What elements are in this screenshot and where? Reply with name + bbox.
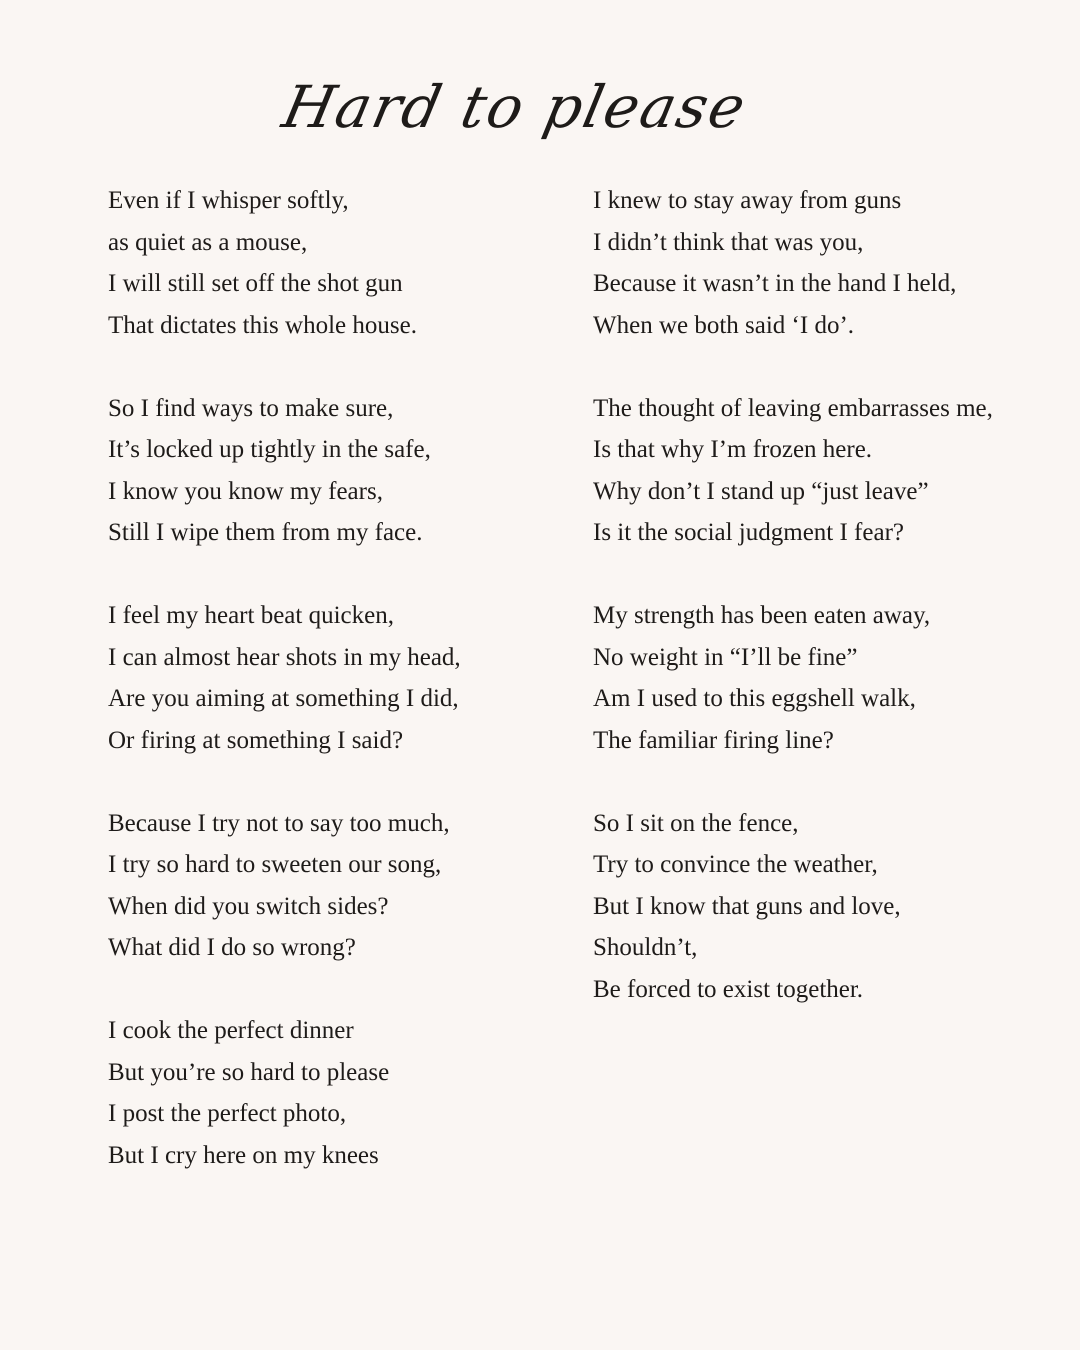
poem-line: Because it wasn’t in the hand I held, — [593, 270, 957, 297]
poem-line: I knew to stay away from guns — [593, 187, 902, 214]
stanza — [108, 595, 578, 761]
poem-line: I will still set off the shot gun — [108, 270, 403, 297]
poem-line: So I find ways to make sure, — [108, 394, 394, 422]
stanza — [593, 180, 1063, 346]
poem-line: It’s locked up tightly in the safe, — [108, 436, 431, 463]
poem-line: Be forced to exist together. — [593, 975, 864, 1003]
poem-line: So I sit on the fence, — [593, 809, 799, 837]
poem-line: But you’re so hard to please — [108, 1058, 390, 1086]
poem-line: The thought of leaving embarrasses me, — [593, 394, 993, 422]
stanza — [593, 388, 1063, 554]
poem-line: Still I wipe them from my face. — [108, 519, 423, 546]
poem-column-left — [108, 180, 578, 1218]
poem-line: I post the perfect photo, — [108, 1100, 347, 1127]
poem-line: I cook the perfect dinner — [108, 1017, 354, 1044]
stanza — [108, 1010, 578, 1176]
poem-line: Is it the social judgment I fear? — [593, 519, 904, 546]
poem-line: I try so hard to sweeten our song, — [108, 851, 442, 878]
poem-line: Or firing at something I said? — [108, 726, 404, 754]
poem-line: No weight in “I’ll be fine” — [593, 643, 858, 671]
poem-title: Hard to please — [276, 73, 754, 141]
poem-line: I feel my heart beat quicken, — [108, 602, 394, 629]
poem-line: Is that why I’m frozen here. — [593, 436, 873, 463]
poem-line: Why don’t I stand up “just leave” — [593, 477, 929, 505]
poem-line: Because I try not to say too much, — [108, 809, 450, 837]
stanza — [593, 595, 1063, 761]
poem-line: I know you know my fears, — [108, 477, 383, 505]
poem-line: Try to convince the weather, — [593, 851, 878, 878]
poem-line: Am I used to this eggshell walk, — [593, 685, 916, 712]
poem-line: Are you aiming at something I did, — [108, 685, 459, 712]
poem-line: Even if I whisper softly, — [108, 187, 349, 214]
poem-line: But I cry here on my knees — [108, 1141, 379, 1169]
poem-line: My strength has been eaten away, — [593, 602, 931, 629]
poem-line: I didn’t think that was you, — [593, 228, 864, 256]
poem-line: The familiar firing line? — [593, 726, 834, 754]
stanza — [108, 803, 578, 969]
poem-line: Shouldn’t, — [593, 934, 698, 961]
poem-line: as quiet as a mouse, — [108, 228, 308, 256]
poem-line: What did I do so wrong? — [108, 934, 356, 961]
poem-column-right — [593, 180, 1063, 1052]
poem-line: I can almost hear shots in my head, — [108, 643, 461, 671]
stanza — [593, 803, 1063, 1011]
poem-line: When did you switch sides? — [108, 892, 389, 920]
poem-line: When we both said ‘I do’. — [593, 311, 855, 339]
stanza — [108, 388, 578, 554]
poem-line: But I know that guns and love, — [593, 892, 901, 920]
stanza — [108, 180, 578, 346]
poem-line: That dictates this whole house. — [108, 311, 417, 339]
